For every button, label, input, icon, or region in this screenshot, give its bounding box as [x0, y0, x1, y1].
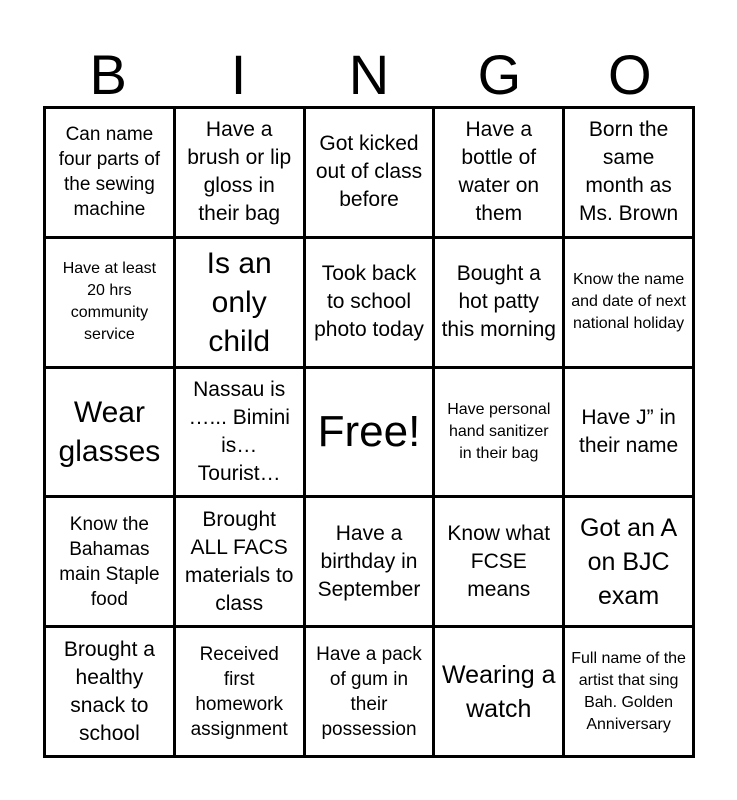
- cell-text: Have at least 20 hrs community service: [62, 260, 157, 344]
- cell-text: Brought a healthy snack to school: [63, 637, 155, 745]
- bingo-cell[interactable]: [565, 498, 692, 625]
- free-space[interactable]: [306, 369, 433, 496]
- cell-text: Have a pack of gum in their possession: [316, 643, 422, 740]
- free-space-label: Free!: [317, 406, 421, 456]
- bingo-cell[interactable]: [176, 498, 303, 625]
- bingo-cell[interactable]: [176, 628, 303, 755]
- cell-text: Took back to school photo today: [314, 262, 424, 342]
- bingo-board: [43, 106, 695, 758]
- cell-text: Wear glasses: [58, 395, 161, 468]
- bingo-cell[interactable]: [46, 369, 173, 496]
- bingo-cell[interactable]: [306, 498, 433, 625]
- header-letter-b: B: [89, 43, 127, 106]
- bingo-header: [43, 44, 695, 106]
- bingo-cell[interactable]: [435, 369, 562, 496]
- bingo-cell[interactable]: [46, 498, 173, 625]
- bingo-cell[interactable]: [46, 109, 173, 236]
- bingo-cell[interactable]: [176, 109, 303, 236]
- bingo-cell[interactable]: [565, 369, 692, 496]
- bingo-cell[interactable]: [46, 239, 173, 366]
- bingo-cell[interactable]: [306, 628, 433, 755]
- header-letter-n: N: [348, 43, 390, 106]
- cell-text: Have a birthday in September: [317, 521, 421, 601]
- cell-text: Know the name and date of next national holiday: [571, 271, 686, 333]
- bingo-cell[interactable]: [176, 369, 303, 496]
- cell-text: Have personal hand sanitizer in their bag: [447, 400, 551, 462]
- cell-text: Know what FCSE means: [447, 521, 551, 601]
- cell-text: Have J” in their name: [578, 405, 679, 457]
- header-letter-i: I: [230, 43, 247, 106]
- header-letter-g: G: [477, 43, 522, 106]
- cell-text: Brought ALL FACS materials to class: [184, 507, 294, 615]
- cell-text: Can name four parts of the sewing machine: [58, 124, 161, 221]
- header-letter-o: O: [607, 43, 652, 106]
- bingo-cell[interactable]: [435, 628, 562, 755]
- bingo-cell[interactable]: [306, 239, 433, 366]
- cell-text: Bought a hot patty this morning: [441, 262, 556, 342]
- cell-text: Born the same month as Ms. Brown: [579, 118, 679, 226]
- cell-text: Have a bottle of water on them: [458, 118, 540, 226]
- bingo-cell[interactable]: [565, 628, 692, 755]
- cell-text: Is an only child: [206, 246, 272, 358]
- cell-text: Wearing a watch: [442, 660, 556, 723]
- bingo-cell[interactable]: [565, 239, 692, 366]
- cell-text: Have a brush or lip gloss in their bag: [187, 118, 292, 226]
- bingo-cell[interactable]: [306, 109, 433, 236]
- cell-text: Got kicked out of class before: [315, 132, 423, 212]
- cell-text: Full name of the artist that sing Bah. Golden Anniversary: [571, 649, 686, 733]
- bingo-cell[interactable]: [435, 109, 562, 236]
- bingo-cell[interactable]: [565, 109, 692, 236]
- bingo-cell[interactable]: [435, 239, 562, 366]
- cell-text: Nassau is …... Bimini is… Tourist…: [188, 377, 290, 485]
- bingo-cell[interactable]: [46, 628, 173, 755]
- cell-text: Got an A on BJC exam: [579, 513, 678, 610]
- bingo-cell[interactable]: [176, 239, 303, 366]
- cell-text: Know the Bahamas main Staple food: [59, 513, 160, 610]
- bingo-cell[interactable]: [435, 498, 562, 625]
- cell-text: Received first homework assignment: [190, 643, 288, 740]
